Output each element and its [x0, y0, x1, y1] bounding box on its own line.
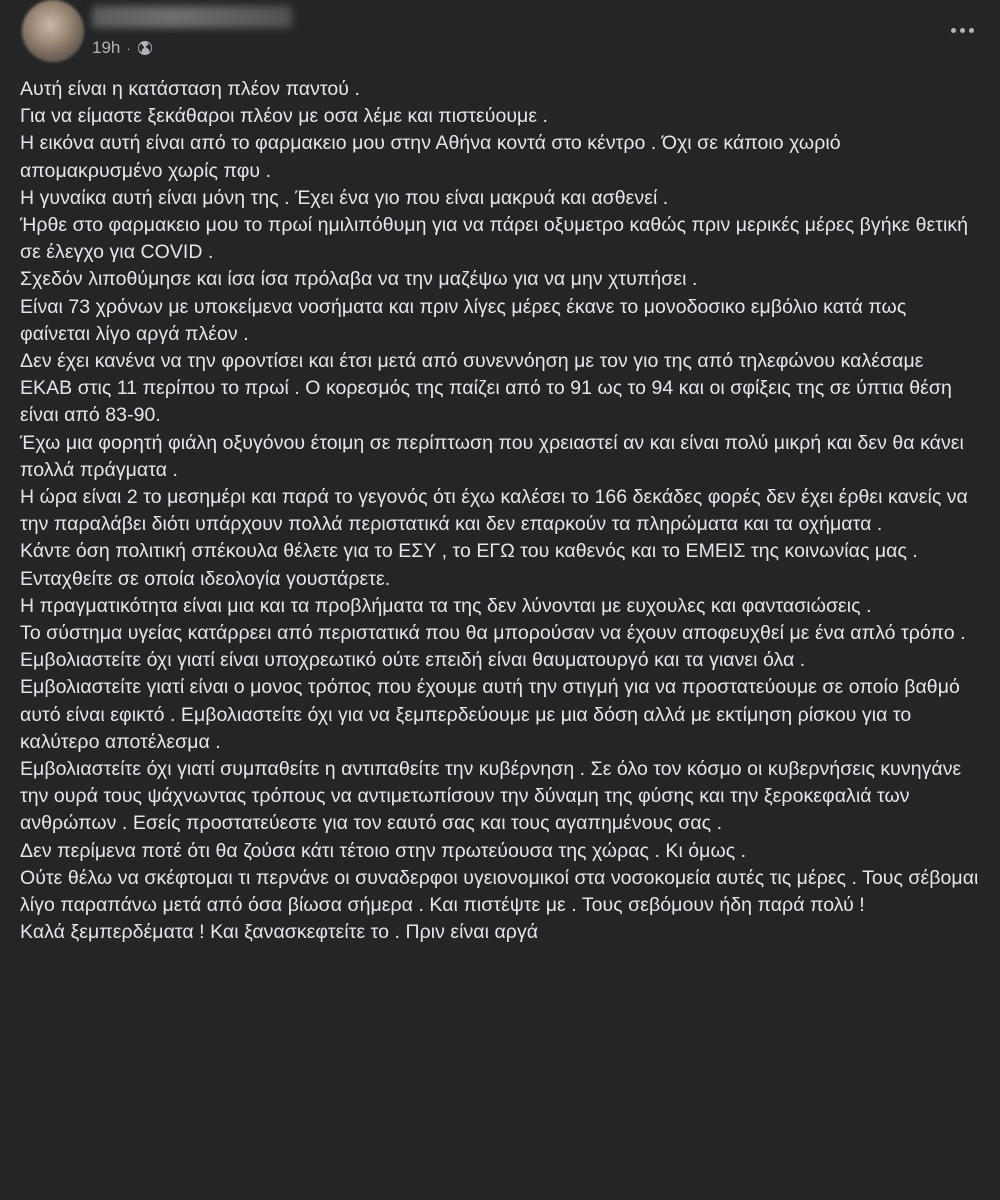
post-line: Ούτε θέλω να σκέφτομαι τι περνάνε οι συναδερφοι υγειονομικοί στα νοσοκομεία αυτές τις μέρες . Τους σέβομαι λίγο παραπάνω μετά από όσα βίωσα σήμερα . Και πιστέψτε με . Τους σεβόμουν ήδη παρά πολύ !: [20, 866, 979, 917]
post-line: Δεν έχει κανένα να την φροντίσει και έτσι μετά από συνεννόηση με τον γιο της από τηλεφώνου καλέσαμε ΕΚΑΒ στις 11 περίπου το πρωί . Ο κορεσμός της παίζει από το 91 ως το 94 και οι σφίξεις της σε ύπτια θέση είναι από 83-90.: [20, 350, 952, 427]
more-dot: [960, 28, 965, 33]
post-line: Εμβολιαστείτε όχι γιατί συμπαθείτε η αντιπαθείτε την κυβέρνηση . Σε όλο τον κόσμο οι κυβερνήσεις κυνηγάνε την ουρά τους ψάχνωντας τρόπους να αντιμετωπίσουν την δύναμη της φύσης και την ξεροκεφαλιά των ανθρώπων . Εσείς προστατεύεστε για τον εαυτό σας και τους αγαπημένους σας .: [20, 758, 962, 835]
more-options-icon[interactable]: [944, 18, 980, 42]
post-line: Το σύστημα υγείας κατάρρεει από περιστατικά που θα μπορούσαν να έχουν αποφευχθεί με ένα απλό τρόπο .: [20, 622, 966, 645]
author-name[interactable]: [92, 6, 292, 28]
post-line: Η εικόνα αυτή είναι από το φαρμακειο μου στην Αθήνα κοντά στο κέντρο . Όχι σε κάποιο χωριό απομακρυσμένο χωρίς πφυ .: [20, 132, 841, 182]
avatar[interactable]: [22, 0, 84, 62]
post-line: Κάντε όση πολιτική σπέκουλα θέλετε για το ΕΣΥ , το ΕΓΩ του καθενός και το ΕΜΕΙΣ της κοινωνίας μας . Ενταχθείτε σε οποία ιδεολογία γουστάρετε.: [20, 540, 918, 590]
post-line: Δεν περίμενα ποτέ ότι θα ζούσα κάτι τέτοιο στην πρωτεύουσα της χώρας . Κι όμως .: [20, 839, 747, 862]
post-line: Ήρθε στο φαρμακειο μου το πρωί ημιλιπόθυμη για να πάρει οξυμετρο καθώς πριν μερικές μέρες βγήκε θετική σε έλεγχο για COVID .: [20, 214, 969, 264]
post-line: Εμβολιαστείτε γιατί είναι ο μονος τρόπος που έχουμε αυτή την στιγμή για να προστατεύουμε σε οποίο βαθμό αυτό είναι εφικτό . Εμβολιαστείτε όχι για να ξεμπερδεύουμε με μια δόση αλλά με εκτίμηση ρίσκου για το καλύτερο αποτέλεσμα .: [20, 676, 960, 753]
post-line: Για να είμαστε ξεκάθαροι πλέον με οσα λέμε και πιστεύουμε .: [20, 105, 549, 128]
post-line: Η ώρα είναι 2 το μεσημέρι και παρά το γεγονός ότι έχω καλέσει το 166 δεκάδες φορές δεν έχει έρθει κανείς να την παραλάβει διότι υπάρχουν πολλά περιστατικά και δεν επαρκούν τα πληρώματα και τα οχήματα .: [20, 486, 968, 536]
more-dot: [969, 28, 974, 33]
post-line: Η πραγματικότητα είναι μια και τα προβλήματα τα της δεν λύνονται με ευχουλες και φαντασιώσεις .: [20, 594, 872, 617]
more-dot: [951, 28, 956, 33]
post-line: Καλά ξεμπερδέματα ! Και ξανασκεφτείτε το . Πριν είναι αργά: [20, 921, 539, 944]
post-timestamp[interactable]: 19h: [92, 38, 121, 57]
post-body: [20, 76, 980, 947]
post-header: [18, 0, 982, 64]
post-line: Εμβολιαστείτε όχι γιατί είναι υποχρεωτικό ούτε επειδή είναι θαυματουργό και τα γιανει όλα .: [20, 649, 806, 672]
post-line: Αυτή είναι η κατάσταση πλέον παντού .: [20, 78, 360, 100]
post-line: Είναι 73 χρόνων με υποκείμενα νοσήματα και πριν λίγες μέρες έκανε το μονοδοσικο εμβόλιο κατά πως φαίνεται λίγο αργά πλέον .: [20, 295, 907, 345]
post-meta: [92, 38, 153, 58]
globe-icon[interactable]: [137, 40, 153, 56]
meta-separator: ·: [126, 40, 131, 56]
post-line: Σχεδόν λιποθύμησε και ίσα ίσα πρόλαβα να την μαζέψω για να μην χτυπήσει .: [20, 268, 698, 291]
post-line: Η γυναίκα αυτή είναι μόνη της . Έχει ένα γιο που είναι μακρυά και ασθενεί .: [20, 186, 669, 209]
post-line: Έχω μια φορητή φιάλη οξυγόνου έτοιμη σε περίπτωση που χρειαστεί αν και είναι πολύ μικρή και δεν θα κάνει πολλά πράγματα .: [20, 431, 964, 481]
